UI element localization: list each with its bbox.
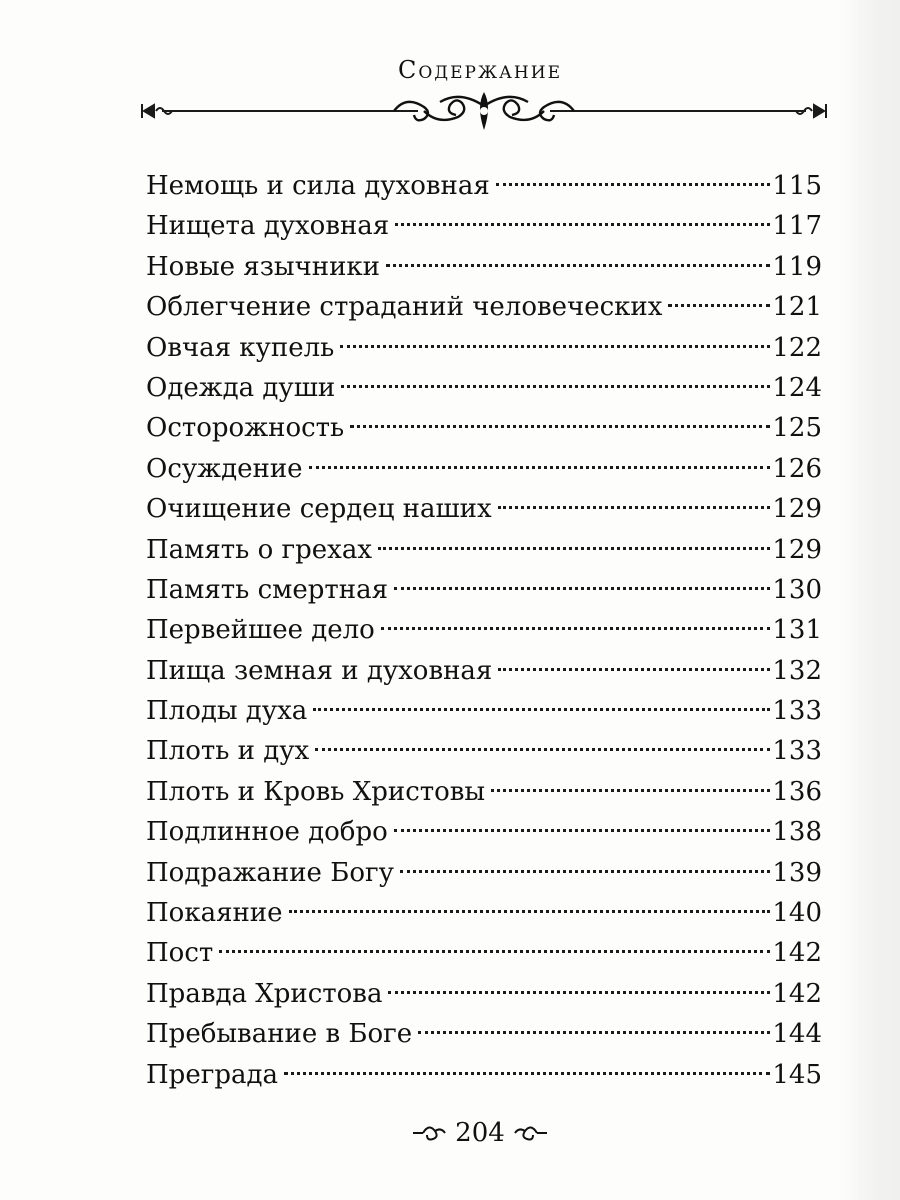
toc-entry-page: 144: [772, 1019, 822, 1050]
dot-leader: [309, 441, 771, 477]
dot-leader: [284, 1047, 770, 1083]
toc-entry-page: 145: [772, 1059, 822, 1090]
toc-entry-page: 122: [772, 332, 822, 363]
page-number: 204: [455, 1118, 505, 1148]
toc-entry-page: 115: [772, 171, 822, 201]
toc-entry-title: Подлинное добро: [146, 817, 388, 848]
dot-leader: [394, 562, 770, 598]
toc-entry-title: Новые язычники: [146, 251, 381, 282]
toc-entry-title: Облегчение страданий человеческих: [146, 292, 663, 323]
toc-entry-title: Плоды духа: [146, 696, 308, 727]
toc-entry-page: 130: [772, 574, 822, 605]
toc-entry-title: Очищение сердец наших: [146, 494, 492, 525]
toc-entry-page: 126: [772, 453, 822, 484]
toc-entry-page: 133: [772, 736, 822, 767]
toc-entry-title: Плоть и дух: [146, 736, 310, 767]
dot-leader: [381, 602, 771, 638]
toc-entry-page: 125: [772, 413, 822, 444]
dot-leader: [498, 643, 770, 679]
dot-leader: [386, 239, 770, 275]
toc-entry: [146, 925, 822, 969]
toc-entry-title: Подражание Богу: [146, 857, 394, 888]
toc-entry-title: Пребывание в Боге: [146, 1019, 413, 1050]
toc-entry-title: Первейшее дело: [146, 615, 375, 646]
toc-entry-title: Пост: [146, 938, 214, 969]
toc-entry-page: 142: [772, 978, 822, 1009]
toc-entry-page: 142: [772, 938, 822, 969]
dot-leader: [289, 885, 771, 921]
toc-entry-title: Правда Христова: [146, 978, 383, 1009]
dot-leader: [350, 400, 770, 436]
toc-entry-page: 129: [772, 534, 822, 565]
toc-entry-title: Осуждение: [146, 453, 303, 484]
dot-leader: [491, 764, 770, 800]
dot-leader: [496, 158, 771, 194]
toc-entry-page: 140: [772, 898, 822, 929]
toc-entry-page: 132: [772, 655, 822, 686]
dot-leader: [388, 966, 770, 1002]
dot-leader: [378, 522, 770, 558]
toc-entry-page: 133: [772, 696, 822, 727]
flourish-icon: [513, 1122, 549, 1144]
toc-entry-title: Немощь и сила духовная: [146, 171, 490, 201]
table-of-contents: [146, 158, 822, 1090]
toc-entry-title: Пища земная и духовная: [146, 655, 493, 686]
toc-entry: [146, 158, 822, 201]
page-edge-shadow: [840, 0, 900, 1200]
toc-entry-page: 119: [772, 251, 822, 282]
dot-leader: [313, 683, 770, 719]
toc-entry-page: 129: [772, 494, 822, 525]
flourish-icon: [411, 1122, 447, 1144]
dot-leader: [340, 320, 770, 356]
toc-entry-title: Овчая купель: [146, 332, 335, 363]
toc-entry-title: Память смертная: [146, 574, 389, 605]
dot-leader: [400, 845, 770, 881]
toc-entry-page: 136: [772, 776, 822, 807]
toc-entry-page: 121: [772, 292, 822, 323]
section-header: Содержание: [397, 56, 562, 84]
toc-entry-page: 124: [772, 372, 822, 403]
flourish-divider-icon: [140, 88, 828, 134]
toc-entry-page: 138: [772, 817, 822, 848]
dot-leader: [395, 198, 770, 234]
dot-leader: [219, 925, 770, 961]
page-footer: [0, 1118, 900, 1148]
dot-leader: [394, 804, 771, 840]
toc-entry-title: Память о грехах: [146, 534, 373, 565]
toc-entry-title: Нищета духовная: [146, 211, 390, 242]
toc-entry-title: Преграда: [146, 1059, 278, 1090]
toc-entry-title: Покаяние: [146, 898, 283, 929]
dot-leader: [341, 360, 770, 396]
dot-leader: [668, 279, 770, 315]
dot-leader: [418, 1006, 770, 1042]
toc-entry-page: 139: [772, 857, 822, 888]
toc-entry-title: Осторожность: [146, 413, 345, 444]
toc-entry-page: 131: [772, 615, 822, 646]
toc-entry-title: Одежда души: [146, 372, 336, 403]
toc-entry-page: 117: [772, 211, 822, 242]
toc-entry: [146, 966, 822, 1009]
toc-entry-title: Плоть и Кровь Христовы: [146, 776, 486, 807]
dot-leader: [498, 481, 771, 517]
dot-leader: [315, 723, 770, 759]
